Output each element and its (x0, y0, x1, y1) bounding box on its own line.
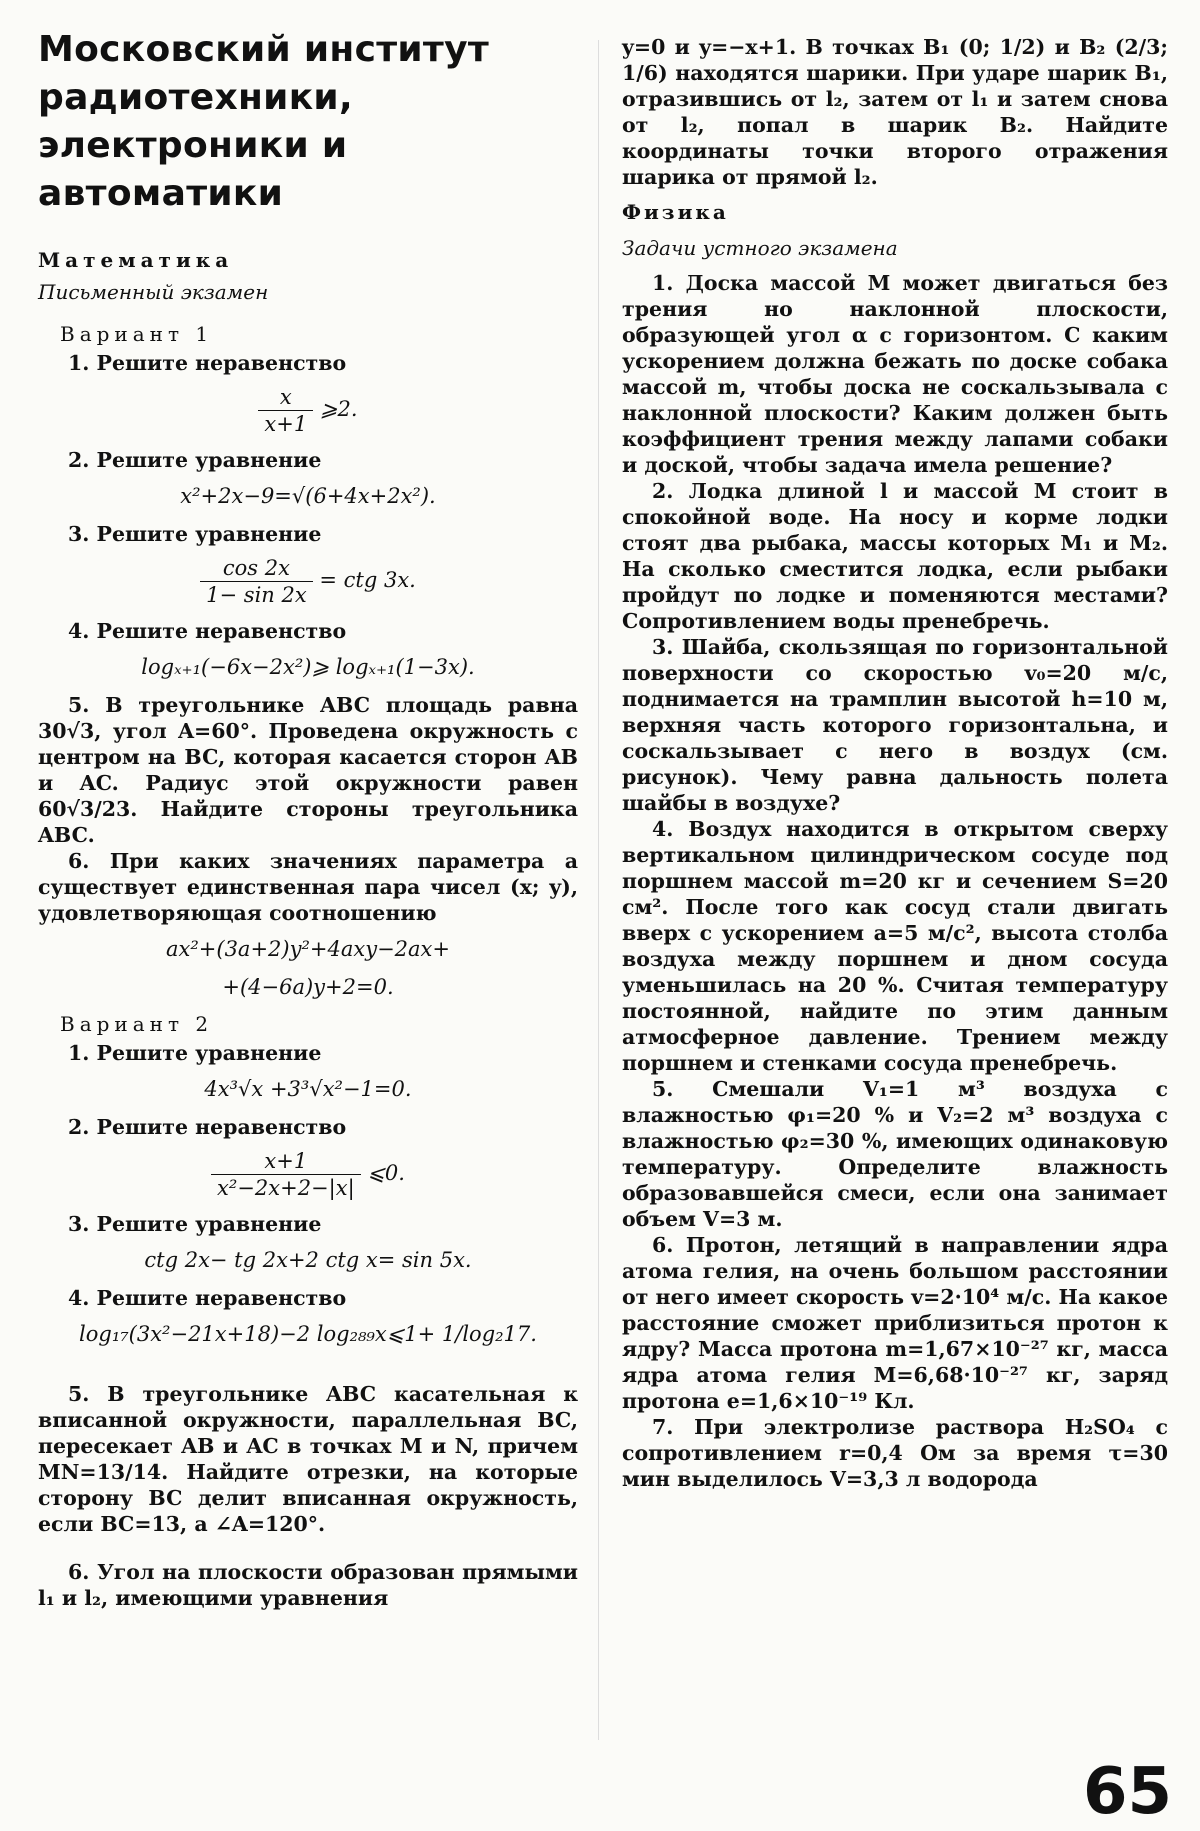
right-column (622, 18, 1168, 1492)
phys-problem-4 (622, 816, 1168, 1076)
phys-problem-3-text: Шайба, скользящая по горизонтальной поверхности со скоростью v₀=20 м/с, поднимается на трамплин высотой h=10 м, верхняя часть которого горизонтальна, и соскальзывает с него в воздух (см. рисунок). Чему равна дальность полета шайбы в воздухе? (622, 635, 1168, 815)
phys-problem-6 (622, 1232, 1168, 1414)
phys-problem-3-number: 3. (652, 635, 674, 659)
phys-problem-6-text: Протон, летящий в направлении ядра атома гелия, на очень большом расстоянии от него имеет скорость v=2·10⁴ м/с. На какое расстояние сможет приблизиться протон к ядру? Масса протона m=1,67×10⁻²⁷ кг, масса ядра атома гелия M=6,68·10⁻²⁷ кг, заряд протона e=1,6×10⁻¹⁹ Кл. (622, 1233, 1168, 1413)
v2-problem-2 (38, 1114, 578, 1140)
column-gutter (598, 40, 599, 1740)
v1-problem-1-text: Решите неравенство (96, 351, 347, 375)
v1-formula-3-fraction (200, 555, 313, 608)
phys-problem-4-number: 4. (652, 817, 674, 841)
v2-problem-4 (38, 1285, 578, 1311)
institute-title: Московский институт радиотехники, электроники и автоматики (38, 29, 490, 214)
v2-formula-1: 4x³√x +3³√x²−1=0. (204, 1077, 412, 1101)
phys-problem-2-number: 2. (652, 479, 674, 503)
v2-problem-3 (38, 1211, 578, 1237)
page-number: 65 (1082, 1755, 1172, 1829)
v2-formula-4: log₁₇(3x²−21x+18)−2 log₂₈₉x⩽1+ 1/log₂17. (79, 1322, 537, 1346)
v2-problem-3-number: 3. (68, 1212, 90, 1236)
v1-formula-1 (38, 384, 578, 437)
v1-problem-5 (38, 692, 578, 848)
v1-problem-5-text: В треугольнике ABC площадь равна 30√3, угол A=60°. Проведена окружность с центром на BC, которая касается сторон AB и AC. Радиус этой окружности равен 60√3/23. Найдите стороны треугольника ABC. (38, 693, 578, 847)
v2-problem-2-number: 2. (68, 1115, 90, 1139)
v2-problem-1 (38, 1040, 578, 1066)
math-exam-type: Письменный экзамен (38, 280, 269, 304)
phys-problem-5-text: Смешали V₁=1 м³ воздуха с влажностью φ₁=20 % и V₂=2 м³ воздуха с влажностью φ₂=30 %, имеющих одинаковую температуру. Определите влажность образовавшейся смеси, если она занимает объем V=3 м. (622, 1077, 1168, 1231)
math-subject-heading: Математика (38, 248, 234, 272)
v1-problem-3-text: Решите уравнение (96, 522, 322, 546)
v2-problem-5 (38, 1381, 578, 1537)
v2-formula-2 (38, 1148, 578, 1201)
v2-problem-6-number: 6. (68, 1560, 90, 1584)
v1-problem-4-text: Решите неравенство (96, 619, 347, 643)
v1-problem-3-number: 3. (68, 522, 90, 546)
phys-problem-7 (622, 1414, 1168, 1492)
v2-problem-4-number: 4. (68, 1286, 90, 1310)
v1-formula-1-fraction (258, 384, 313, 437)
v1-problem-2-number: 2. (68, 448, 90, 472)
v1-formula-2: x²+2x−9=√(6+4x+2x²). (180, 484, 436, 508)
v2-formula-2-rhs: ⩽0. (367, 1161, 405, 1185)
phys-problem-1 (622, 270, 1168, 478)
phys-problem-2 (622, 478, 1168, 634)
v1-problem-6-text: При каких значениях параметра a существует единственная пара чисел (x; y), удовлетворяющая соотношению (38, 849, 578, 925)
v2-problem-5-number: 5. (68, 1382, 90, 1406)
v1-formula-1-rhs: ⩾2. (319, 397, 358, 421)
variant-1-label: Вариант 1 (60, 322, 214, 346)
phys-problem-7-number: 7. (652, 1415, 674, 1439)
v2-problem-6 (38, 1559, 578, 1611)
v2-problem-3-text: Решите уравнение (96, 1212, 322, 1236)
v1-formula-1-denominator: x+1 (264, 412, 308, 436)
phys-problem-5-number: 5. (652, 1077, 674, 1101)
v2-problem-1-text: Решите уравнение (96, 1041, 322, 1065)
v1-problem-1 (38, 350, 578, 376)
v1-problem-4-number: 4. (68, 619, 90, 643)
v1-formula-3 (38, 555, 578, 608)
phys-problem-5 (622, 1076, 1168, 1232)
v2-problem-6-continued: y=0 и y=−x+1. В точках B₁ (0; 1/2) и B₂ (2/3; 1/6) находятся шарики. При ударе шарик B₁, отразившись от l₂, затем от l₁ и затем снова от l₂, попал в шарик B₂. Найдите координаты точки второго отражения шарика от прямой l₂. (622, 35, 1168, 189)
v2-problem-2-text: Решите неравенство (96, 1115, 347, 1139)
spacer (38, 1359, 578, 1381)
phys-problem-1-text: Доска массой M может двигаться без трения но наклонной плоскости, образующей угол α с горизонтом. С каким ускорением должна бежать по доске собака массой m, чтобы доска не соскальзывала с наклонной плоскости? Каким должен быть коэффициент трения между лапами собаки и доской, чтобы задача имела решение? (622, 271, 1168, 477)
v1-formula-4: logₓ₊₁(−6x−2x²)⩾ logₓ₊₁(1−3x). (141, 655, 475, 679)
spacer (38, 1537, 578, 1559)
v1-problem-2 (38, 447, 578, 473)
v1-problem-1-number: 1. (68, 351, 90, 375)
v2-problem-5-text: В треугольнике ABC касательная к вписанной окружности, параллельная BC, пересекает AB и AC в точках M и N, причем MN=13/14. Найдите отрезки, на которые сторону BC делит вписанная окружность, если BC=13, а ∠A=120°. (38, 1382, 578, 1536)
v1-problem-5-number: 5. (68, 693, 90, 717)
phys-problem-4-text: Воздух находится в открытом сверху вертикальном цилиндрическом сосуде под поршнем массой m=20 кг и сечением S=20 см². После того как сосуд стали двигать вверх с ускорением a=5 м/с², высота столба воздуха между поршнем и дном сосуда уменьшилась на 20 %. Считая температуру постоянной, найдите по этим данным атмосферное давление. Трением между поршнем и стенками сосуда пренебречь. (622, 817, 1168, 1075)
v1-formula-3-denominator: 1− sin 2x (206, 583, 307, 607)
v2-problem-4-text: Решите неравенство (96, 1286, 347, 1310)
physics-subject-heading: Физика (622, 200, 729, 224)
v1-formula-1-numerator: x (258, 384, 313, 411)
phys-problem-2-text: Лодка длиной l и массой M стоит в спокойной воде. На носу и корме лодки стоят два рыбака, массы которых M₁ и M₂. На сколько сместится лодка, если рыбаки пройдут по лодке и поменяются местами? Сопротивлением воды пренебречь. (622, 479, 1169, 633)
v2-formula-2-numerator: x+1 (211, 1148, 361, 1175)
v1-problem-6-number: 6. (68, 849, 90, 873)
left-column (38, 18, 578, 1611)
v1-formula-3-rhs: = ctg 3x. (319, 568, 416, 592)
v2-formula-2-fraction (211, 1148, 361, 1201)
v2-formula-2-denominator: x²−2x+2−|x| (217, 1176, 355, 1200)
phys-problem-1-number: 1. (652, 271, 674, 295)
v2-problem-6-text: Угол на плоскости образован прямыми l₁ и l₂, имеющими уравнения (38, 1560, 579, 1610)
v2-problem-1-number: 1. (68, 1041, 90, 1065)
v1-problem-2-text: Решите уравнение (96, 448, 322, 472)
v1-problem-6 (38, 848, 578, 926)
v1-formula-6-line-1: ax²+(3a+2)y²+4axy−2ax+ (166, 937, 450, 961)
phys-problem-6-number: 6. (652, 1233, 674, 1257)
physics-exam-type: Задачи устного экзамена (622, 236, 898, 260)
v1-problem-4 (38, 618, 578, 644)
v1-formula-6-line-2: +(4−6a)y+2=0. (222, 975, 394, 999)
phys-problem-7-text: При электролизе раствора H₂SO₄ с сопротивлением r=0,4 Ом за время τ=30 мин выделилось V=3,3 л водорода (622, 1415, 1169, 1491)
v2-formula-3: ctg 2x− tg 2x+2 ctg x= sin 5x. (144, 1248, 472, 1272)
variant-2-label: Вариант 2 (60, 1012, 214, 1036)
v1-problem-3 (38, 521, 578, 547)
phys-problem-3 (622, 634, 1168, 816)
v1-formula-3-numerator: cos 2x (200, 555, 313, 582)
